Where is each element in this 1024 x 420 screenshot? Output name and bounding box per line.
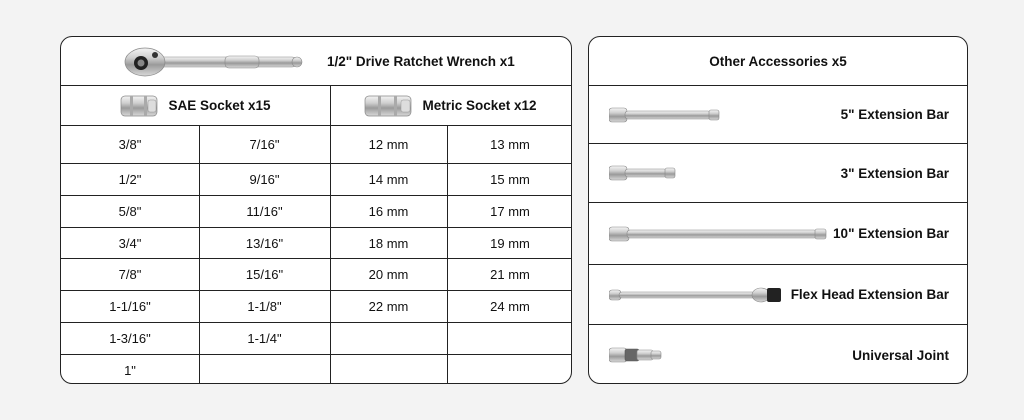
accessories-header-row bbox=[589, 37, 967, 86]
accessory-label: 3" Extension Bar bbox=[840, 165, 949, 181]
universal-joint-icon bbox=[609, 345, 665, 365]
size-cell: 9/16" bbox=[249, 172, 280, 187]
size-cell: 22 mm bbox=[368, 299, 409, 314]
ratchet-row bbox=[61, 37, 571, 86]
table-row bbox=[61, 164, 571, 196]
size-cell: 1" bbox=[124, 362, 136, 378]
size-cell: 3/4" bbox=[118, 235, 142, 251]
size-cell: 1/2" bbox=[118, 172, 142, 187]
accessory-row bbox=[589, 144, 967, 203]
table-row bbox=[61, 259, 571, 291]
socket-set-table bbox=[60, 36, 572, 384]
size-cell: 24 mm bbox=[490, 299, 530, 314]
metric-title: Metric Socket x12 bbox=[422, 98, 537, 113]
accessories-title: Other Accessories x5 bbox=[709, 53, 847, 69]
table-row bbox=[61, 291, 571, 323]
accessory-row bbox=[589, 325, 967, 384]
extension-bar-5-icon bbox=[609, 105, 721, 125]
size-cell: 1-1/8" bbox=[247, 299, 282, 314]
size-cell: 15 mm bbox=[490, 172, 530, 187]
sae-title: SAE Socket x15 bbox=[168, 98, 271, 113]
table-row bbox=[61, 228, 571, 259]
size-cell: 13/16" bbox=[245, 235, 284, 251]
table-row bbox=[61, 355, 571, 384]
size-cell bbox=[447, 323, 572, 354]
size-cell: 12 mm bbox=[368, 137, 409, 152]
size-cell bbox=[199, 355, 330, 384]
sae-socket-icon bbox=[120, 93, 158, 119]
accessory-label: Universal Joint bbox=[852, 347, 949, 363]
size-cell: 19 mm bbox=[490, 235, 530, 251]
table-row bbox=[61, 196, 571, 228]
extension-bar-3-icon bbox=[609, 163, 677, 183]
size-cell bbox=[330, 323, 447, 354]
table-row bbox=[61, 126, 571, 164]
size-cell: 7/8" bbox=[118, 267, 142, 282]
ratchet-wrench-icon bbox=[123, 47, 305, 77]
size-cell: 17 mm bbox=[490, 204, 530, 219]
size-cell: 5/8" bbox=[118, 204, 142, 219]
table-row bbox=[61, 323, 571, 355]
sae-header bbox=[61, 86, 330, 125]
extension-bar-10-icon bbox=[609, 224, 829, 244]
accessory-label: Flex Head Extension Bar bbox=[790, 287, 949, 302]
size-cell bbox=[330, 355, 447, 384]
socket-header-row bbox=[61, 86, 571, 126]
accessory-row bbox=[589, 265, 967, 325]
size-cell: 1-1/16" bbox=[109, 299, 151, 314]
accessory-label: 5" Extension Bar bbox=[840, 107, 949, 122]
size-cell: 21 mm bbox=[490, 267, 530, 282]
metric-header bbox=[330, 86, 571, 125]
size-cell: 13 mm bbox=[490, 137, 530, 152]
size-cell: 18 mm bbox=[368, 235, 409, 251]
size-cell: 14 mm bbox=[368, 172, 409, 187]
accessory-row bbox=[589, 86, 967, 144]
accessories-table bbox=[588, 36, 968, 384]
accessory-label: 10" Extension Bar bbox=[833, 226, 949, 241]
size-cell bbox=[447, 355, 572, 384]
metric-socket-icon bbox=[364, 93, 412, 119]
size-cell: 15/16" bbox=[245, 267, 284, 282]
ratchet-title: 1/2" Drive Ratchet Wrench x1 bbox=[327, 53, 515, 69]
size-cell: 16 mm bbox=[368, 204, 409, 219]
flex-head-extension-bar-icon bbox=[609, 285, 785, 305]
size-cell: 11/16" bbox=[246, 204, 283, 219]
size-cell: 3/8" bbox=[118, 137, 142, 152]
size-cell: 7/16" bbox=[249, 137, 280, 152]
size-cell: 1-1/4" bbox=[247, 331, 282, 346]
accessory-row bbox=[589, 203, 967, 265]
size-cell: 1-3/16" bbox=[109, 331, 151, 346]
size-cell: 20 mm bbox=[368, 267, 409, 282]
